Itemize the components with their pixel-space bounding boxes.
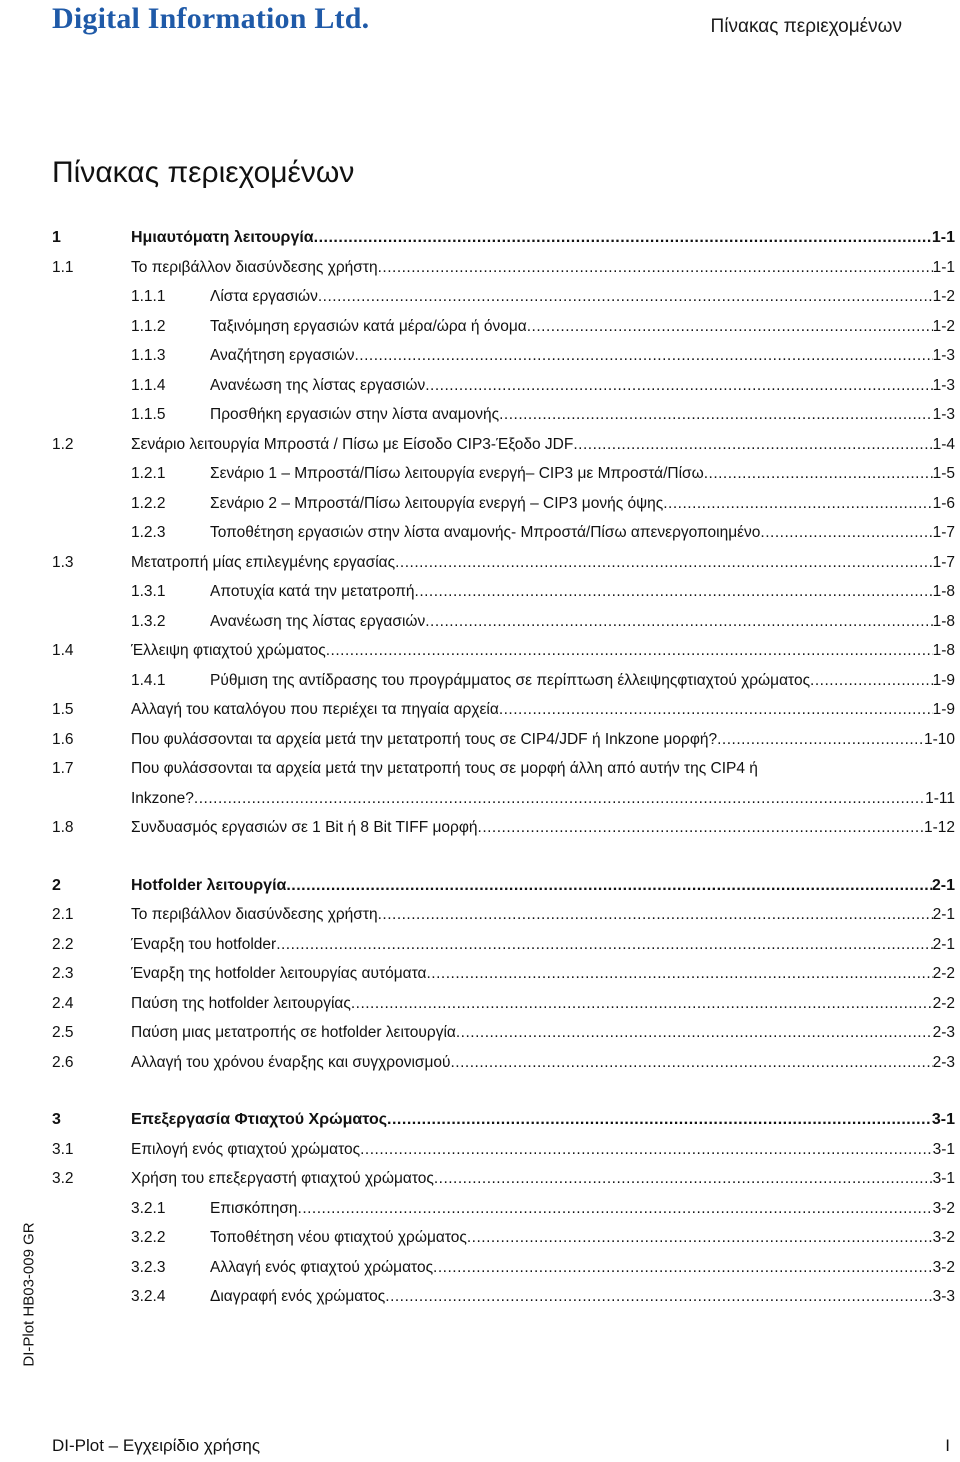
toc-page: 1-12 bbox=[923, 819, 955, 836]
toc-number: 1.2.1 bbox=[131, 465, 166, 482]
toc-number: 3.2 bbox=[52, 1170, 74, 1187]
toc-entry[interactable] bbox=[52, 548, 955, 578]
toc-page: 2-3 bbox=[932, 1024, 955, 1041]
toc-entry[interactable] bbox=[52, 430, 955, 460]
toc-title: Μετατροπή μίας επιλεγμένης εργασίας bbox=[131, 553, 396, 571]
toc-chapter-3[interactable] bbox=[52, 1105, 955, 1135]
toc-page: 1-4 bbox=[932, 435, 955, 453]
toc-entry-continuation[interactable] bbox=[52, 784, 955, 814]
toc-number: 3.2.1 bbox=[131, 1199, 166, 1217]
toc-entry[interactable] bbox=[52, 607, 955, 637]
toc-page: 1-11 bbox=[925, 789, 955, 807]
toc-entry[interactable] bbox=[52, 1164, 955, 1194]
toc-page: 2-1 bbox=[932, 906, 955, 923]
footer-manual-title: DI-Plot – Εγχειρίδιο χρήσης bbox=[52, 1436, 261, 1455]
toc-number: 2 bbox=[52, 876, 61, 894]
toc-number: 1.1.4 bbox=[131, 376, 166, 394]
page-title: Πίνακας περιεχομένων bbox=[52, 156, 355, 189]
table-of-contents bbox=[52, 223, 955, 1312]
toc-title: Αλλαγή ενός φτιαχτού χρώματος bbox=[210, 1258, 434, 1276]
toc-entry[interactable] bbox=[52, 577, 955, 607]
toc-entry[interactable] bbox=[52, 253, 955, 283]
toc-entry[interactable] bbox=[52, 1282, 955, 1312]
toc-title: Επιλογή ενός φτιαχτού χρώματος bbox=[131, 1140, 361, 1158]
toc-entry[interactable] bbox=[52, 489, 955, 519]
toc-number: 1.6 bbox=[52, 730, 74, 748]
toc-page: 3-3 bbox=[932, 1288, 955, 1305]
toc-number: 2.1 bbox=[52, 906, 74, 923]
toc-page: 1-7 bbox=[932, 553, 955, 571]
toc-number: 2.5 bbox=[52, 1024, 74, 1041]
toc-number: 1.1.3 bbox=[131, 347, 166, 364]
toc-page: 1-9 bbox=[932, 701, 955, 718]
toc-entry[interactable] bbox=[52, 900, 955, 930]
toc-title: Επεξεργασία Φτιαχτού Χρώματος bbox=[131, 1111, 388, 1128]
toc-page: 1-3 bbox=[932, 406, 955, 423]
toc-title: Το περιβάλλον διασύνδεσης χρήστη bbox=[131, 258, 378, 276]
toc-number: 1 bbox=[52, 229, 61, 246]
toc-title: Λίστα εργασιών bbox=[210, 288, 318, 305]
toc-page: 3-1 bbox=[932, 1170, 955, 1187]
toc-page: 2-3 bbox=[932, 1053, 955, 1071]
toc-title: Αποτυχία κατά την μετατροπή bbox=[210, 583, 415, 600]
toc-number: 1.4 bbox=[52, 642, 74, 659]
toc-number: 1.1 bbox=[52, 258, 74, 276]
toc-number: 2.3 bbox=[52, 965, 74, 982]
toc-number: 3.2.2 bbox=[131, 1229, 166, 1246]
toc-title: Ταξινόμηση εργασιών κατά μέρα/ώρα ή όνομα bbox=[210, 317, 527, 335]
toc-title: Αναζήτηση εργασιών bbox=[210, 347, 355, 364]
toc-number: 3.2.3 bbox=[131, 1258, 166, 1276]
toc-entry[interactable] bbox=[52, 1048, 955, 1078]
toc-entry[interactable] bbox=[52, 312, 955, 342]
toc-number: 1.5 bbox=[52, 701, 74, 718]
toc-page: 1-2 bbox=[932, 317, 955, 335]
toc-number: 1.3.1 bbox=[131, 583, 166, 600]
toc-entry[interactable] bbox=[52, 754, 955, 784]
toc-entry[interactable] bbox=[52, 959, 955, 989]
toc-number: 1.4.1 bbox=[131, 671, 166, 689]
toc-title: Παύση της hotfolder λειτουργίας bbox=[131, 994, 351, 1012]
toc-title: Ανανέωση της λίστας εργασιών bbox=[210, 612, 426, 630]
toc-title: Διαγραφή ενός χρώματος bbox=[210, 1288, 386, 1305]
toc-title: Hotfolder λειτουργία bbox=[131, 876, 287, 894]
toc-title: Τοποθέτηση εργασιών στην λίστα αναμονής- Μπροστά/Πίσω απενεργοποιημένο bbox=[210, 524, 761, 541]
toc-page: 2-2 bbox=[932, 994, 955, 1012]
toc-page: 1-3 bbox=[932, 347, 955, 364]
toc-page: 1-7 bbox=[932, 524, 955, 541]
toc-entry[interactable] bbox=[52, 518, 955, 548]
toc-entry[interactable] bbox=[52, 1018, 955, 1048]
toc-number: 3 bbox=[52, 1111, 61, 1128]
toc-chapter-1[interactable] bbox=[52, 223, 955, 253]
toc-title: Αλλαγή του χρόνου έναρξης και συγχρονισμού bbox=[131, 1053, 451, 1071]
toc-page: 1-6 bbox=[932, 494, 955, 512]
toc-page: 3-2 bbox=[932, 1199, 955, 1217]
header-title: Πίνακας περιεχομένων bbox=[710, 16, 902, 37]
toc-page: 1-9 bbox=[932, 671, 955, 689]
document-code: DI-Plot HB03-009 GR bbox=[20, 1222, 38, 1367]
toc-title: Έλλειψη φτιαχτού χρώματος bbox=[131, 642, 326, 659]
toc-title: Χρήση του επεξεργαστή φτιαχτού χρώματος bbox=[131, 1170, 434, 1187]
toc-title: Παύση μιας μετατροπής σε hotfolder λειτουργία bbox=[131, 1024, 456, 1041]
toc-title: Σενάριο 1 – Μπροστά/Πίσω λειτουργία ενεργή– CIP3 με Μπροστά/Πίσω bbox=[210, 465, 704, 482]
toc-entry[interactable] bbox=[52, 341, 955, 371]
toc-title: Ανανέωση της λίστας εργασιών bbox=[210, 376, 426, 394]
toc-number: 1.7 bbox=[52, 760, 74, 777]
footer-page-number: I bbox=[945, 1436, 950, 1455]
toc-number: 1.1.2 bbox=[131, 317, 166, 335]
toc-entry[interactable] bbox=[52, 371, 955, 401]
toc-entry[interactable] bbox=[52, 1223, 955, 1253]
toc-number: 2.6 bbox=[52, 1053, 74, 1071]
toc-title-continuation: Inkzone? bbox=[131, 789, 194, 807]
toc-page: 1-10 bbox=[923, 730, 955, 748]
toc-title: Συνδυασμός εργασιών σε 1 Bit ή 8 Bit TIFF μορφή bbox=[131, 819, 478, 836]
toc-title: Επισκόπηση bbox=[210, 1199, 298, 1217]
toc-number: 1.2.2 bbox=[131, 494, 166, 512]
toc-page: 1-2 bbox=[932, 288, 955, 305]
toc-number: 1.8 bbox=[52, 819, 74, 836]
toc-chapter-2[interactable] bbox=[52, 871, 955, 901]
toc-page: 1-1 bbox=[931, 229, 955, 246]
toc-title: Αλλαγή του καταλόγου που περιέχει τα πηγαία αρχεία bbox=[131, 701, 499, 718]
toc-title: Σενάριο λειτουργία Μπροστά / Πίσω με Είσοδο CIP3-Έξοδο JDF bbox=[131, 435, 574, 453]
toc-number: 1.2.3 bbox=[131, 524, 166, 541]
toc-entry[interactable] bbox=[52, 1194, 955, 1224]
toc-page: 1-8 bbox=[932, 583, 955, 600]
toc-entry[interactable] bbox=[52, 459, 955, 489]
toc-page: 3-1 bbox=[931, 1111, 955, 1128]
toc-page: 3-2 bbox=[932, 1258, 955, 1276]
toc-number: 2.2 bbox=[52, 935, 74, 953]
toc-number: 1.3 bbox=[52, 553, 74, 571]
toc-number: 1.1.1 bbox=[131, 288, 166, 305]
toc-entry[interactable] bbox=[52, 930, 955, 960]
toc-entry[interactable] bbox=[52, 695, 955, 725]
toc-entry[interactable] bbox=[52, 1135, 955, 1165]
toc-title: Ρύθμιση της αντίδρασης του προγράμματος σε περίπτωση έλλειψηςφτιαχτού χρώματος bbox=[210, 671, 811, 689]
company-logo-text: Digital Information Ltd. bbox=[52, 2, 370, 35]
toc-entry[interactable] bbox=[52, 400, 955, 430]
toc-title: Έναρξη του hotfolder bbox=[131, 935, 277, 953]
toc-title: Τοποθέτηση νέου φτιαχτού χρώματος bbox=[210, 1229, 467, 1246]
toc-page: 1-5 bbox=[932, 465, 955, 482]
toc-page: 2-1 bbox=[931, 876, 955, 894]
toc-number: 1.2 bbox=[52, 435, 74, 453]
toc-entry[interactable] bbox=[52, 813, 955, 843]
toc-page: 3-1 bbox=[932, 1140, 955, 1158]
toc-number: 3.1 bbox=[52, 1140, 74, 1158]
toc-page: 3-2 bbox=[932, 1229, 955, 1246]
toc-page: 1-8 bbox=[932, 612, 955, 630]
toc-entry[interactable] bbox=[52, 282, 955, 312]
toc-title: Σενάριο 2 – Μπροστά/Πίσω λειτουργία ενεργή – CIP3 μονής όψης bbox=[210, 494, 664, 512]
toc-page: 1-8 bbox=[932, 642, 955, 659]
toc-entry[interactable] bbox=[52, 666, 955, 696]
toc-title: Το περιβάλλον διασύνδεσης χρήστη bbox=[131, 906, 378, 923]
toc-title: Προσθήκη εργασιών στην λίστα αναμονής bbox=[210, 406, 500, 423]
toc-number: 1.3.2 bbox=[131, 612, 166, 630]
toc-title: Που φυλάσσονται τα αρχεία μετά την μετατροπή τους σε CIP4/JDF ή Inkzone μορφή? bbox=[131, 730, 718, 748]
toc-entry[interactable] bbox=[52, 1253, 955, 1283]
toc-number: 3.2.4 bbox=[131, 1288, 166, 1305]
toc-page: 2-1 bbox=[932, 935, 955, 953]
toc-entry[interactable] bbox=[52, 989, 955, 1019]
toc-page: 2-2 bbox=[932, 965, 955, 982]
toc-title: Ημιαυτόματη λειτουργία bbox=[131, 229, 314, 246]
toc-entry[interactable] bbox=[52, 725, 955, 755]
toc-title: Που φυλάσσονται τα αρχεία μετά την μετατροπή τους σε μορφή άλλη από αυτήν της CIP4 ή bbox=[131, 760, 758, 777]
toc-page: 1-3 bbox=[932, 376, 955, 394]
toc-page: 1-1 bbox=[932, 258, 955, 276]
toc-title: Έναρξη της hotfolder λειτουργίας αυτόματα bbox=[131, 965, 427, 982]
toc-number: 1.1.5 bbox=[131, 406, 166, 423]
toc-entry[interactable] bbox=[52, 636, 955, 666]
toc-number: 2.4 bbox=[52, 994, 74, 1012]
